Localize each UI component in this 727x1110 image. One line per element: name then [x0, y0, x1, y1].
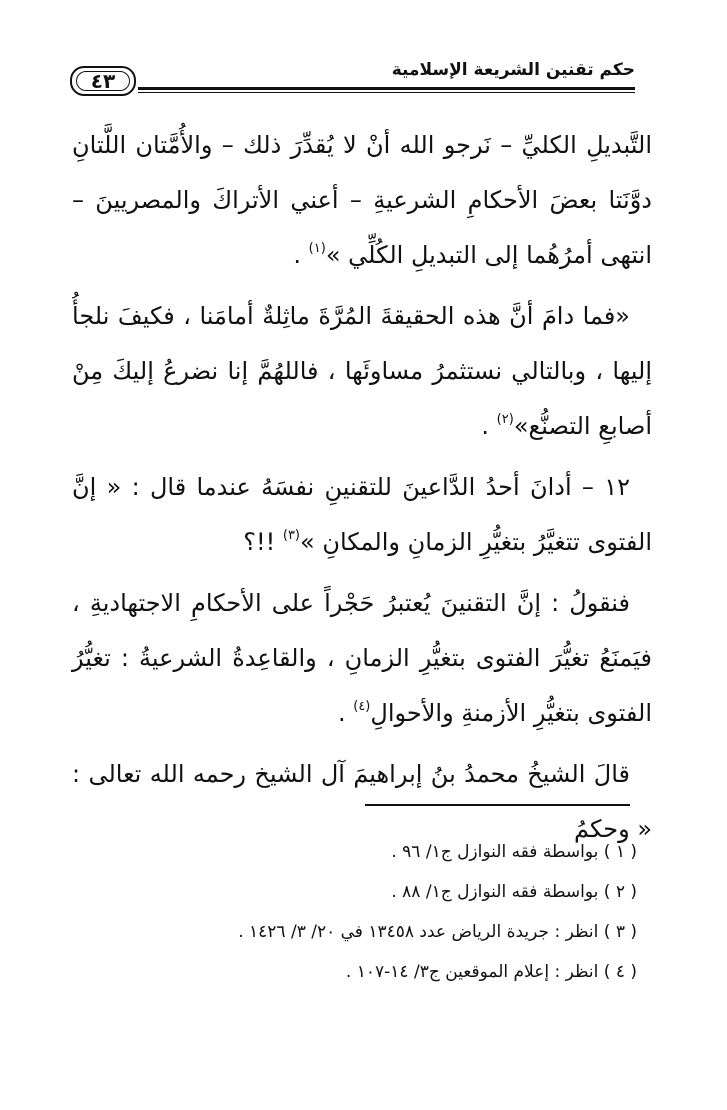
paragraph-2 [72, 289, 652, 454]
page-number-text: ٤٣ [90, 69, 116, 93]
paragraph-3 [72, 460, 652, 570]
header-rule [138, 87, 635, 90]
running-title: حكم تقنين الشريعة الإسلامية [391, 60, 635, 80]
footnote-ref: (٣) [282, 528, 300, 543]
paragraph-4 [72, 576, 652, 741]
paragraph-end: . [293, 241, 309, 269]
footnotes [77, 832, 637, 992]
paragraph-end: !!؟ [243, 528, 283, 556]
footnote-ref: (١) [308, 241, 326, 256]
paragraph-end: . [337, 699, 354, 727]
paragraph-text: «فما دامَ أنَّ هذه الحقيقةَ المُرَّةَ ماثِلةٌ أمامَنا ، فكيفَ نلجأُ إليها ، وبالتالي نستثمرُ مساوئَها ، فاللهُمَّ إنا نضرعُ إليكَ مِنْ أصابعِ التصنُّع» [72, 302, 652, 440]
page-number [70, 66, 136, 96]
paragraph-1 [72, 118, 652, 283]
footnote-separator [365, 804, 630, 806]
footnote-4: ( ٤ ) انظر : إعلام الموقعين ج٣/ ١٤-١٠٧ . [345, 962, 637, 982]
paragraph-text: التَّبديلِ الكليِّ – نَرجو الله أنْ لا يُقدِّرَ ذلك – والأُمَّتان اللَّتانِ دوَّنَتا بعضَ الأحكامِ الشرعيةِ – أعني الأتراكَ والمصريينَ – انتهى أمرُهُما إلى التبديلِ الكُلِّي » [72, 131, 652, 269]
main-text [72, 118, 652, 863]
footnote-1: ( ١ ) بواسطة فقه النوازل ج١/ ٩٦ . [391, 842, 637, 862]
paragraph-text: فنقولُ : إنَّ التقنينَ يُعتبرُ حَجْراً على الأحكامِ الاجتهاديةِ ، فيَمنَعُ تغيُّرَ الفتوى بتغيُّرِ الزمانِ ، والقاعِدةُ الشرعيةُ : تغيُّرُ الفتوى بتغيُّرِ الأزمنةِ والأحوالِ [72, 589, 652, 727]
footnote-3: ( ٣ ) انظر : جريدة الرياض عدد ١٣٤٥٨ في ٢٠/ ٣/ ١٤٢٦ . [238, 922, 637, 942]
footnote-ref: (٢) [496, 412, 514, 427]
page-header [70, 58, 635, 98]
paragraph-text: ١٢ – أدانَ أحدُ الدَّاعينَ للتقنينِ نفسَهُ عندما قال : « إنَّ الفتوى تتغيَّرُ بتغيُّرِ الزمانِ والمكانِ » [72, 473, 652, 556]
header-rule-thin [138, 92, 635, 93]
footnote-2: ( ٢ ) بواسطة فقه النوازل ج١/ ٨٨ . [391, 882, 637, 902]
paragraph-text: قالَ الشيخُ محمدُ بنُ إبراهيمَ آل الشيخ رحمه الله تعالى : « وحكمُ [72, 760, 652, 843]
footnote-ref: (٤) [353, 699, 371, 714]
paragraph-end: . [481, 412, 497, 440]
